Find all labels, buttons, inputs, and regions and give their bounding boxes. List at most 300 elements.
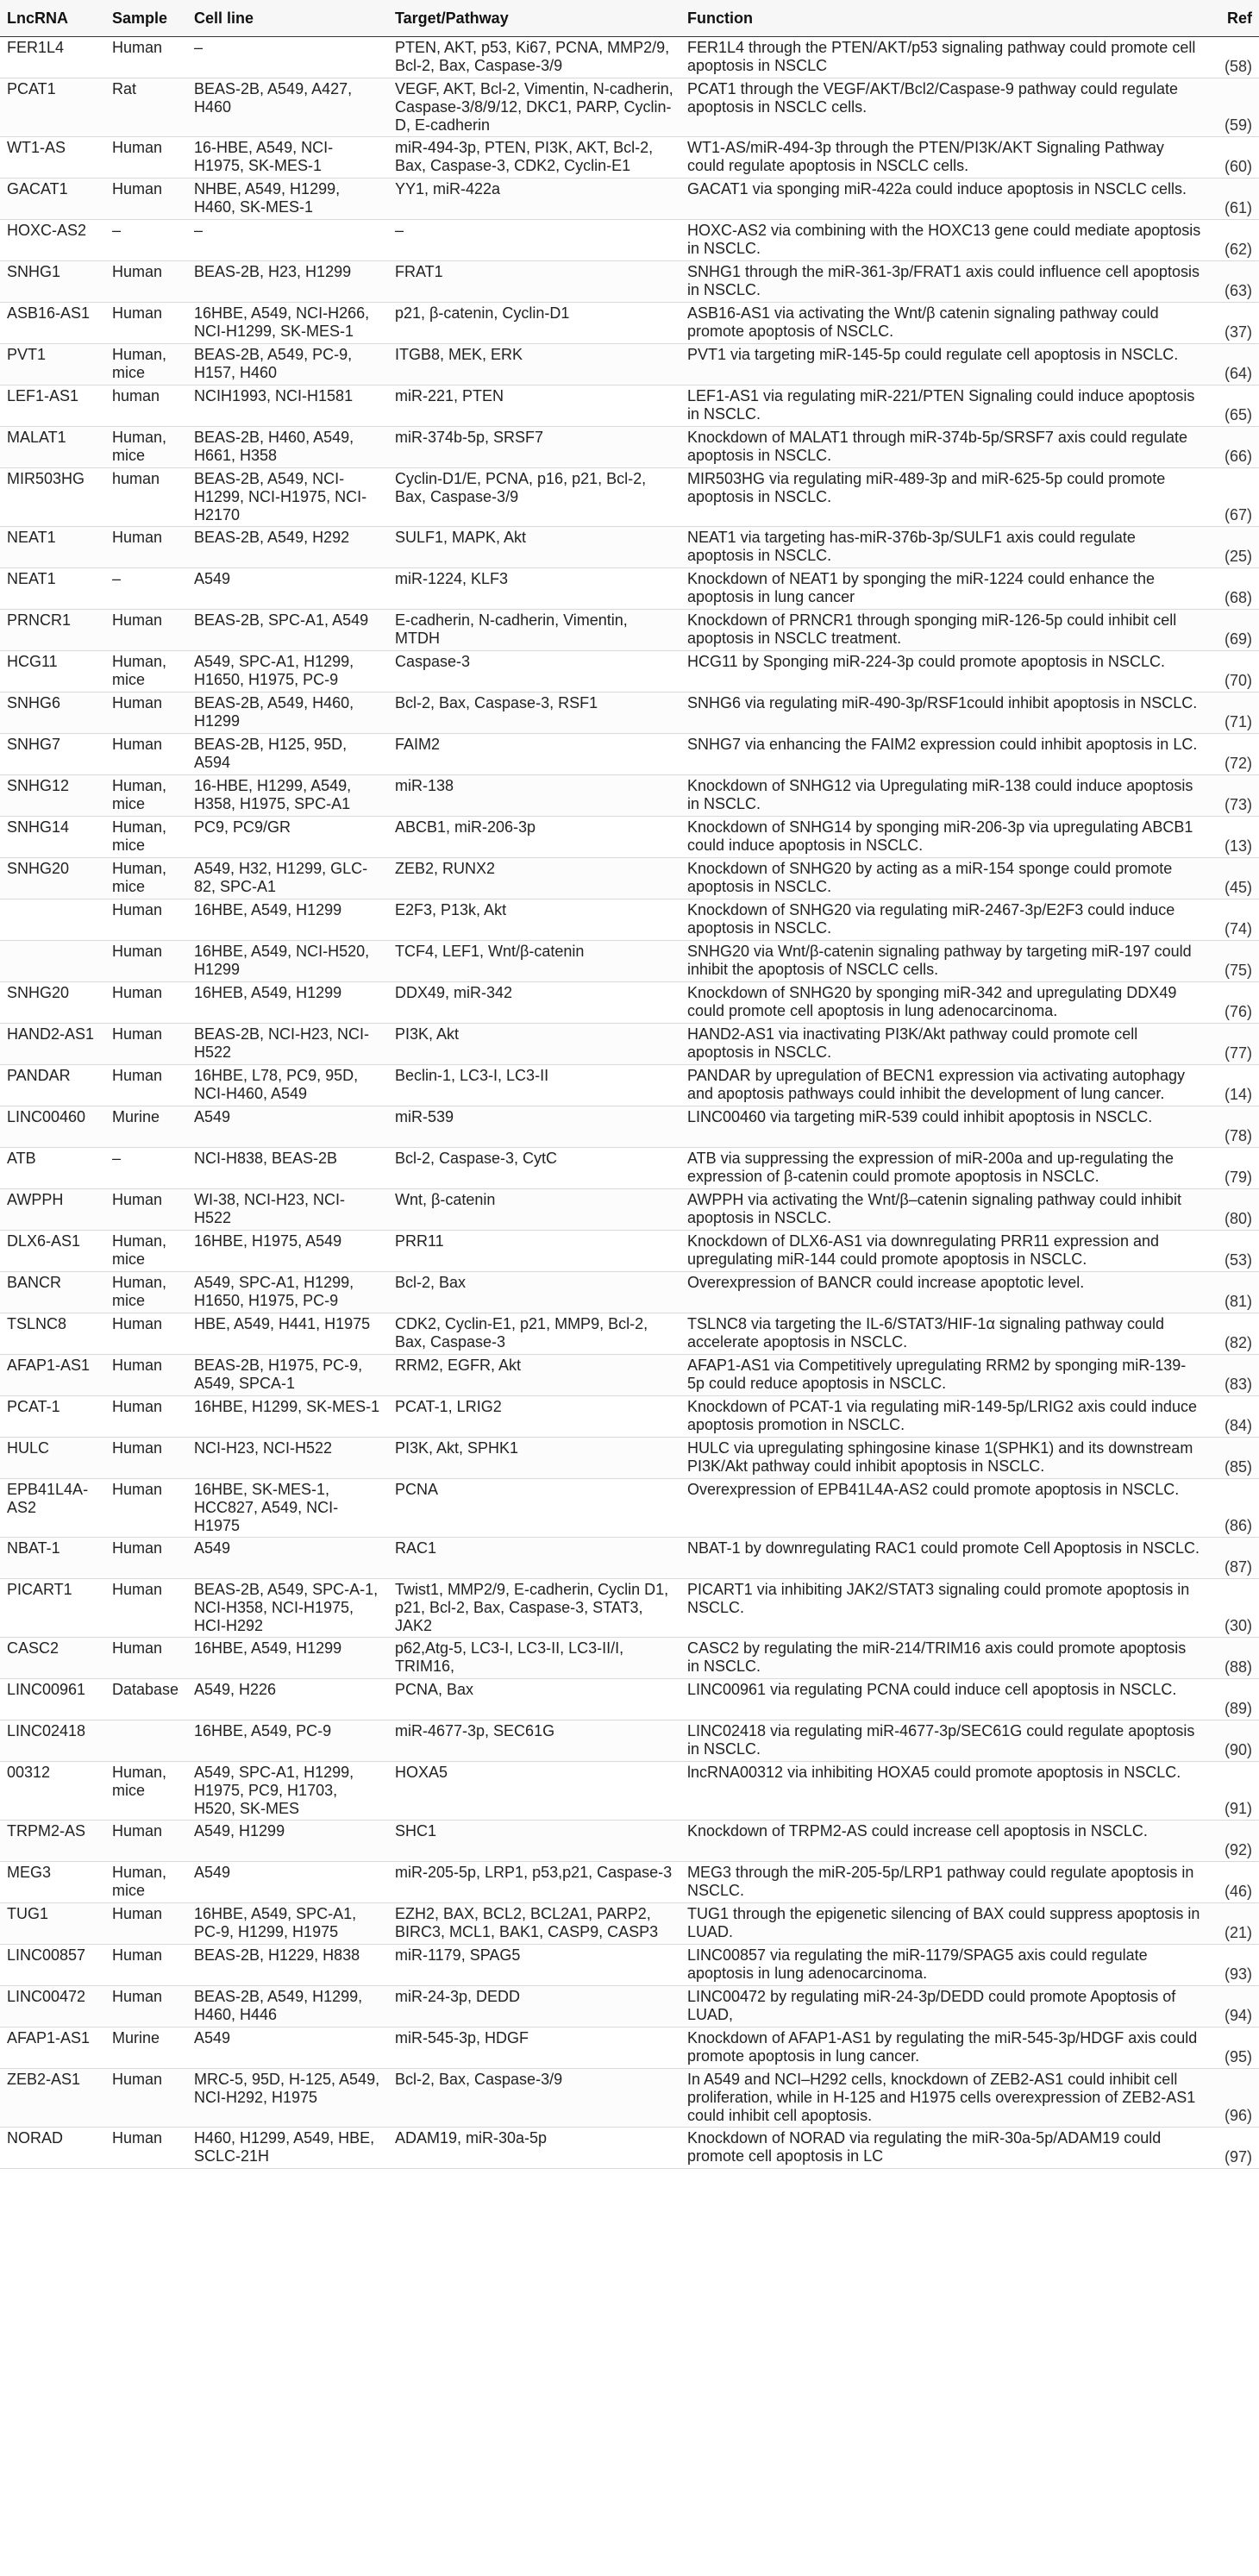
cell-ref: (59) xyxy=(1208,78,1259,137)
cell-target-pathway: PRR11 xyxy=(388,1231,680,1272)
cell-function: SNHG6 via regulating miR-490-3p/RSF1could inhibit apoptosis in NSCLC. xyxy=(680,693,1208,734)
cell-function: MIR503HG via regulating miR-489-3p and miR-625-5p could promote apoptosis in NSCLC. xyxy=(680,468,1208,527)
cell-sample: Human xyxy=(105,1024,187,1065)
cell-target-pathway: ZEB2, RUNX2 xyxy=(388,858,680,899)
cell-sample: Human xyxy=(105,734,187,775)
cell-cell-line: BEAS-2B, A549, H292 xyxy=(187,527,388,568)
table-row xyxy=(0,1679,1259,1720)
cell-target-pathway: Twist1, MMP2/9, E-cadherin, Cyclin D1, p21, Bcl-2, Bax, Caspase-3, STAT3, JAK2 xyxy=(388,1579,680,1638)
cell-target-pathway: miR-24-3p, DEDD xyxy=(388,1986,680,2028)
cell-sample: Human xyxy=(105,693,187,734)
table-row xyxy=(0,1189,1259,1231)
cell-sample: Human xyxy=(105,1313,187,1355)
cell-function: NEAT1 via targeting has-miR-376b-3p/SULF1 axis could regulate apoptosis in NSCLC. xyxy=(680,527,1208,568)
cell-target-pathway: p21, β-catenin, Cyclin-D1 xyxy=(388,303,680,344)
cell-target-pathway: ITGB8, MEK, ERK xyxy=(388,344,680,385)
cell-lncrna: SNHG14 xyxy=(0,817,105,858)
cell-cell-line: 16HBE, SK-MES-1, HCC827, A549, NCI-H1975 xyxy=(187,1479,388,1538)
cell-sample: Human xyxy=(105,982,187,1024)
cell-cell-line: – xyxy=(187,37,388,78)
cell-cell-line: A549, SPC-A1, H1299, H1975, PC9, H1703, H520, SK-MES xyxy=(187,1762,388,1821)
cell-ref: (92) xyxy=(1208,1821,1259,1862)
cell-ref: (70) xyxy=(1208,651,1259,693)
cell-target-pathway: YY1, miR-422a xyxy=(388,179,680,220)
cell-sample: Human xyxy=(105,37,187,78)
cell-lncrna: SNHG20 xyxy=(0,858,105,899)
cell-target-pathway: Bcl-2, Bax, Caspase-3/9 xyxy=(388,2069,680,2128)
cell-ref: (86) xyxy=(1208,1479,1259,1538)
cell-ref: (69) xyxy=(1208,610,1259,651)
table-row xyxy=(0,1903,1259,1945)
table-row xyxy=(0,427,1259,468)
cell-cell-line: 16HBE, H1299, SK-MES-1 xyxy=(187,1396,388,1438)
cell-sample: human xyxy=(105,385,187,427)
cell-ref: (96) xyxy=(1208,2069,1259,2128)
table-row xyxy=(0,179,1259,220)
cell-function: LINC02418 via regulating miR-4677-3p/SEC61G could regulate apoptosis in NSCLC. xyxy=(680,1720,1208,1762)
cell-lncrna: PVT1 xyxy=(0,344,105,385)
cell-target-pathway: miR-539 xyxy=(388,1106,680,1148)
cell-function: Knockdown of DLX6-AS1 via downregulating PRR11 expression and upregulating miR-144 could promote apoptosis in NSCLC. xyxy=(680,1231,1208,1272)
cell-lncrna: LINC02418 xyxy=(0,1720,105,1762)
table-row xyxy=(0,1231,1259,1272)
cell-lncrna: LINC00857 xyxy=(0,1945,105,1986)
cell-ref: (13) xyxy=(1208,817,1259,858)
cell-cell-line: 16-HBE, A549, NCI-H1975, SK-MES-1 xyxy=(187,137,388,179)
cell-sample: Murine xyxy=(105,1106,187,1148)
cell-sample: Rat xyxy=(105,78,187,137)
cell-function: FER1L4 through the PTEN/AKT/p53 signaling pathway could promote cell apoptosis in NSCLC xyxy=(680,37,1208,78)
cell-cell-line: MRC-5, 95D, H-125, A549, NCI-H292, H1975 xyxy=(187,2069,388,2128)
cell-lncrna: LINC00961 xyxy=(0,1679,105,1720)
cell-function: NBAT-1 by downregulating RAC1 could promote Cell Apoptosis in NSCLC. xyxy=(680,1538,1208,1579)
cell-cell-line: A549, SPC-A1, H1299, H1650, H1975, PC-9 xyxy=(187,1272,388,1313)
cell-function: Knockdown of SNHG14 by sponging miR-206-3p via upregulating ABCB1 could induce apoptosis in NSCLC. xyxy=(680,817,1208,858)
table-row xyxy=(0,137,1259,179)
table-row xyxy=(0,1862,1259,1903)
cell-target-pathway: VEGF, AKT, Bcl-2, Vimentin, N-cadherin, Caspase-3/8/9/12, DKC1, PARP, Cyclin-D, E-cadherin xyxy=(388,78,680,137)
cell-cell-line: BEAS-2B, A549, NCI-H1299, NCI-H1975, NCI-H2170 xyxy=(187,468,388,527)
cell-function: ASB16-AS1 via activating the Wnt/β catenin signaling pathway could promote apoptosis of NSCLC. xyxy=(680,303,1208,344)
cell-cell-line: H460, H1299, A549, HBE, SCLC-21H xyxy=(187,2128,388,2169)
table-row xyxy=(0,1945,1259,1986)
table-row xyxy=(0,817,1259,858)
cell-lncrna: CASC2 xyxy=(0,1638,105,1679)
cell-cell-line: A549, H32, H1299, GLC-82, SPC-A1 xyxy=(187,858,388,899)
table-row xyxy=(0,1313,1259,1355)
cell-sample: Human xyxy=(105,2128,187,2169)
cell-target-pathway: Bcl-2, Caspase-3, CytC xyxy=(388,1148,680,1189)
cell-target-pathway: miR-1179, SPAG5 xyxy=(388,1945,680,1986)
cell-lncrna: NEAT1 xyxy=(0,568,105,610)
cell-sample: Human, mice xyxy=(105,427,187,468)
cell-target-pathway: p62,Atg-5, LC3-I, LC3-II, LC3-II/I, TRIM16, xyxy=(388,1638,680,1679)
cell-cell-line: – xyxy=(187,220,388,261)
cell-cell-line: BEAS-2B, H1975, PC-9, A549, SPCA-1 xyxy=(187,1355,388,1396)
cell-target-pathway: CDK2, Cyclin-E1, p21, MMP9, Bcl-2, Bax, Caspase-3 xyxy=(388,1313,680,1355)
table-row xyxy=(0,261,1259,303)
header-lncrna: LncRNA xyxy=(0,0,105,37)
cell-ref: (75) xyxy=(1208,941,1259,982)
cell-function: GACAT1 via sponging miR-422a could induce apoptosis in NSCLC cells. xyxy=(680,179,1208,220)
cell-ref: (30) xyxy=(1208,1579,1259,1638)
cell-target-pathway: DDX49, miR-342 xyxy=(388,982,680,1024)
cell-sample: – xyxy=(105,1148,187,1189)
cell-cell-line: A549, H226 xyxy=(187,1679,388,1720)
cell-function: TUG1 through the epigenetic silencing of BAX could suppress apoptosis in LUAD. xyxy=(680,1903,1208,1945)
cell-function: Overexpression of EPB41L4A-AS2 could promote apoptosis in NSCLC. xyxy=(680,1479,1208,1538)
cell-sample: Human xyxy=(105,1986,187,2028)
cell-target-pathway: EZH2, BAX, BCL2, BCL2A1, PARP2, BIRC3, MCL1, BAK1, CASP9, CASP3 xyxy=(388,1903,680,1945)
cell-lncrna: HOXC-AS2 xyxy=(0,220,105,261)
cell-cell-line: BEAS-2B, A549, PC-9, H157, H460 xyxy=(187,344,388,385)
table-row xyxy=(0,1538,1259,1579)
cell-sample: Human xyxy=(105,941,187,982)
cell-ref: (65) xyxy=(1208,385,1259,427)
cell-sample: Human xyxy=(105,303,187,344)
cell-sample: Human xyxy=(105,1355,187,1396)
table-row xyxy=(0,1638,1259,1679)
cell-ref: (73) xyxy=(1208,775,1259,817)
cell-target-pathway: RAC1 xyxy=(388,1538,680,1579)
cell-sample: Human xyxy=(105,137,187,179)
cell-lncrna: HAND2-AS1 xyxy=(0,1024,105,1065)
cell-ref: (88) xyxy=(1208,1638,1259,1679)
table-row xyxy=(0,858,1259,899)
cell-sample: Human xyxy=(105,1945,187,1986)
cell-target-pathway: FAIM2 xyxy=(388,734,680,775)
cell-function: CASC2 by regulating the miR-214/TRIM16 axis could promote apoptosis in NSCLC. xyxy=(680,1638,1208,1679)
table-row xyxy=(0,1479,1259,1538)
table-row xyxy=(0,1762,1259,1821)
cell-sample: Human, mice xyxy=(105,1862,187,1903)
cell-cell-line: A549 xyxy=(187,1106,388,1148)
cell-function: PCAT1 through the VEGF/AKT/Bcl2/Caspase-9 pathway could regulate apoptosis in NSCLC cells. xyxy=(680,78,1208,137)
cell-target-pathway: RRM2, EGFR, Akt xyxy=(388,1355,680,1396)
cell-ref: (87) xyxy=(1208,1538,1259,1579)
cell-lncrna: NEAT1 xyxy=(0,527,105,568)
cell-target-pathway: Bcl-2, Bax, Caspase-3, RSF1 xyxy=(388,693,680,734)
table-row xyxy=(0,1396,1259,1438)
cell-function: HCG11 by Sponging miR-224-3p could promote apoptosis in NSCLC. xyxy=(680,651,1208,693)
table-row xyxy=(0,1106,1259,1148)
cell-lncrna: SNHG12 xyxy=(0,775,105,817)
cell-function: Knockdown of NORAD via regulating the miR-30a-5p/ADAM19 could promote cell apoptosis in LC xyxy=(680,2128,1208,2169)
cell-ref: (85) xyxy=(1208,1438,1259,1479)
cell-lncrna: PCAT-1 xyxy=(0,1396,105,1438)
cell-sample: Human xyxy=(105,1396,187,1438)
table-row xyxy=(0,1024,1259,1065)
cell-cell-line: BEAS-2B, H125, 95D, A594 xyxy=(187,734,388,775)
cell-lncrna: SNHG7 xyxy=(0,734,105,775)
cell-target-pathway: miR-138 xyxy=(388,775,680,817)
cell-target-pathway: miR-494-3p, PTEN, PI3K, AKT, Bcl-2, Bax, Caspase-3, CDK2, Cyclin-E1 xyxy=(388,137,680,179)
table-row xyxy=(0,1438,1259,1479)
cell-function: TSLNC8 via targeting the IL-6/STAT3/HIF-1α signaling pathway could accelerate apoptosis in NSCLC. xyxy=(680,1313,1208,1355)
cell-sample: Human xyxy=(105,610,187,651)
cell-target-pathway: Caspase-3 xyxy=(388,651,680,693)
table-row xyxy=(0,468,1259,527)
cell-cell-line: BEAS-2B, A549, H460, H1299 xyxy=(187,693,388,734)
table-body xyxy=(0,37,1259,2169)
cell-ref: (74) xyxy=(1208,899,1259,941)
cell-function: LINC00961 via regulating PCNA could induce cell apoptosis in NSCLC. xyxy=(680,1679,1208,1720)
cell-target-pathway: E-cadherin, N-cadherin, Vimentin, MTDH xyxy=(388,610,680,651)
cell-target-pathway: miR-205-5p, LRP1, p53,p21, Caspase-3 xyxy=(388,1862,680,1903)
cell-sample: Human xyxy=(105,1189,187,1231)
cell-function: Knockdown of NEAT1 by sponging the miR-1224 could enhance the apoptosis in lung cancer xyxy=(680,568,1208,610)
cell-function: Knockdown of AFAP1-AS1 by regulating the miR-545-3p/HDGF axis could promote apoptosis in lung cancer. xyxy=(680,2028,1208,2069)
cell-function: AFAP1-AS1 via Competitively upregulating RRM2 by sponging miR-139-5p could reduce apoptosis in NSCLC. xyxy=(680,1355,1208,1396)
table-row xyxy=(0,78,1259,137)
cell-cell-line: 16HBE, A549, PC-9 xyxy=(187,1720,388,1762)
cell-ref: (72) xyxy=(1208,734,1259,775)
cell-ref: (78) xyxy=(1208,1106,1259,1148)
cell-target-pathway: miR-545-3p, HDGF xyxy=(388,2028,680,2069)
cell-target-pathway: E2F3, P13k, Akt xyxy=(388,899,680,941)
cell-sample xyxy=(105,1720,187,1762)
cell-function: Knockdown of SNHG12 via Upregulating miR-138 could induce apoptosis in NSCLC. xyxy=(680,775,1208,817)
cell-lncrna: 00312 xyxy=(0,1762,105,1821)
cell-function: LEF1-AS1 via regulating miR-221/PTEN Signaling could induce apoptosis in NSCLC. xyxy=(680,385,1208,427)
cell-ref: (45) xyxy=(1208,858,1259,899)
cell-lncrna: NORAD xyxy=(0,2128,105,2169)
cell-lncrna: EPB41L4A-AS2 xyxy=(0,1479,105,1538)
cell-function: SNHG20 via Wnt/β-catenin signaling pathway by targeting miR-197 could inhibit the apoptosis of NSCLC cells. xyxy=(680,941,1208,982)
cell-cell-line: A549 xyxy=(187,2028,388,2069)
cell-cell-line: HBE, A549, H441, H1975 xyxy=(187,1313,388,1355)
cell-target-pathway: FRAT1 xyxy=(388,261,680,303)
cell-cell-line: 16HEB, A549, H1299 xyxy=(187,982,388,1024)
cell-lncrna: PANDAR xyxy=(0,1065,105,1106)
cell-function: lncRNA00312 via inhibiting HOXA5 could promote apoptosis in NSCLC. xyxy=(680,1762,1208,1821)
cell-cell-line: BEAS-2B, A549, SPC-A-1, NCI-H358, NCI-H1975, HCI-H292 xyxy=(187,1579,388,1638)
header-cell-line: Cell line xyxy=(187,0,388,37)
cell-cell-line: A549, H1299 xyxy=(187,1821,388,1862)
cell-lncrna: HULC xyxy=(0,1438,105,1479)
table-row xyxy=(0,303,1259,344)
table-row xyxy=(0,693,1259,734)
table-row xyxy=(0,941,1259,982)
table-row xyxy=(0,220,1259,261)
cell-function: LINC00460 via targeting miR-539 could inhibit apoptosis in NSCLC. xyxy=(680,1106,1208,1148)
cell-sample: Human, mice xyxy=(105,1231,187,1272)
cell-target-pathway: Cyclin-D1/E, PCNA, p16, p21, Bcl-2, Bax, Caspase-3/9 xyxy=(388,468,680,527)
cell-function: HOXC-AS2 via combining with the HOXC13 gene could mediate apoptosis in NSCLC. xyxy=(680,220,1208,261)
cell-function: Knockdown of SNHG20 by sponging miR-342 and upregulating DDX49 could promote cell apoptosis in lung adenocarcinoma. xyxy=(680,982,1208,1024)
cell-ref: (64) xyxy=(1208,344,1259,385)
cell-ref: (58) xyxy=(1208,37,1259,78)
cell-cell-line: 16-HBE, H1299, A549, H358, H1975, SPC-A1 xyxy=(187,775,388,817)
table-row xyxy=(0,1065,1259,1106)
cell-target-pathway: miR-374b-5p, SRSF7 xyxy=(388,427,680,468)
cell-ref: (95) xyxy=(1208,2028,1259,2069)
cell-target-pathway: miR-221, PTEN xyxy=(388,385,680,427)
cell-function: LINC00472 by regulating miR-24-3p/DEDD could promote Apoptosis of LUAD, xyxy=(680,1986,1208,2028)
cell-sample: Database xyxy=(105,1679,187,1720)
cell-cell-line: NCI-H23, NCI-H522 xyxy=(187,1438,388,1479)
cell-target-pathway: Beclin-1, LC3-I, LC3-II xyxy=(388,1065,680,1106)
cell-ref: (76) xyxy=(1208,982,1259,1024)
cell-ref: (83) xyxy=(1208,1355,1259,1396)
cell-cell-line: WI-38, NCI-H23, NCI-H522 xyxy=(187,1189,388,1231)
cell-target-pathway: PCNA, Bax xyxy=(388,1679,680,1720)
cell-sample: Human, mice xyxy=(105,1272,187,1313)
cell-sample: Human xyxy=(105,1638,187,1679)
table-row xyxy=(0,1148,1259,1189)
table-row xyxy=(0,1355,1259,1396)
cell-ref: (79) xyxy=(1208,1148,1259,1189)
cell-sample: Human, mice xyxy=(105,858,187,899)
cell-sample: Human xyxy=(105,1065,187,1106)
cell-cell-line: 16HBE, A549, NCI-H266, NCI-H1299, SK-MES-1 xyxy=(187,303,388,344)
cell-lncrna: TSLNC8 xyxy=(0,1313,105,1355)
cell-lncrna: LINC00472 xyxy=(0,1986,105,2028)
cell-sample: Human xyxy=(105,1538,187,1579)
cell-function: Knockdown of SNHG20 by acting as a miR-154 sponge could promote apoptosis in NSCLC. xyxy=(680,858,1208,899)
cell-lncrna: DLX6-AS1 xyxy=(0,1231,105,1272)
cell-ref: (46) xyxy=(1208,1862,1259,1903)
header-ref: Ref xyxy=(1208,0,1259,37)
table-row xyxy=(0,610,1259,651)
cell-sample: Human xyxy=(105,1438,187,1479)
cell-ref: (90) xyxy=(1208,1720,1259,1762)
cell-ref: (53) xyxy=(1208,1231,1259,1272)
cell-cell-line: A549 xyxy=(187,1538,388,1579)
cell-cell-line: NCI-H838, BEAS-2B xyxy=(187,1148,388,1189)
cell-lncrna: TRPM2-AS xyxy=(0,1821,105,1862)
cell-cell-line: BEAS-2B, H23, H1299 xyxy=(187,261,388,303)
cell-lncrna: PICART1 xyxy=(0,1579,105,1638)
cell-sample: Human xyxy=(105,179,187,220)
cell-cell-line: A549, SPC-A1, H1299, H1650, H1975, PC-9 xyxy=(187,651,388,693)
cell-lncrna: NBAT-1 xyxy=(0,1538,105,1579)
cell-sample: Murine xyxy=(105,2028,187,2069)
cell-cell-line: BEAS-2B, NCI-H23, NCI-H522 xyxy=(187,1024,388,1065)
cell-function: HAND2-AS1 via inactivating PI3K/Akt pathway could promote cell apoptosis in NSCLC. xyxy=(680,1024,1208,1065)
table-row xyxy=(0,734,1259,775)
cell-function: HULC via upregulating sphingosine kinase 1(SPHK1) and its downstream PI3K/Akt pathway could inhibit apoptosis in NSCLC. xyxy=(680,1438,1208,1479)
cell-cell-line: PC9, PC9/GR xyxy=(187,817,388,858)
cell-sample: Human xyxy=(105,1579,187,1638)
table-row xyxy=(0,568,1259,610)
cell-ref: (60) xyxy=(1208,137,1259,179)
cell-target-pathway: Bcl-2, Bax xyxy=(388,1272,680,1313)
cell-lncrna: SNHG20 xyxy=(0,982,105,1024)
cell-ref: (37) xyxy=(1208,303,1259,344)
cell-ref: (68) xyxy=(1208,568,1259,610)
cell-cell-line: 16HBE, H1975, A549 xyxy=(187,1231,388,1272)
cell-lncrna: PRNCR1 xyxy=(0,610,105,651)
cell-function: Knockdown of PCAT-1 via regulating miR-149-5p/LRIG2 axis could induce apoptosis promotion in NSCLC. xyxy=(680,1396,1208,1438)
cell-lncrna: AWPPH xyxy=(0,1189,105,1231)
cell-lncrna: BANCR xyxy=(0,1272,105,1313)
table-row xyxy=(0,899,1259,941)
cell-lncrna: AFAP1-AS1 xyxy=(0,2028,105,2069)
cell-function: Knockdown of PRNCR1 through sponging miR-126-5p could inhibit cell apoptosis in NSCLC treatment. xyxy=(680,610,1208,651)
cell-lncrna: ZEB2-AS1 xyxy=(0,2069,105,2128)
cell-lncrna: PCAT1 xyxy=(0,78,105,137)
table-header xyxy=(0,0,1259,37)
cell-target-pathway: ADAM19, miR-30a-5p xyxy=(388,2128,680,2169)
cell-cell-line: NCIH1993, NCI-H1581 xyxy=(187,385,388,427)
cell-ref: (14) xyxy=(1208,1065,1259,1106)
cell-function: Knockdown of SNHG20 via regulating miR-2467-3p/E2F3 could induce apoptosis in NSCLC. xyxy=(680,899,1208,941)
cell-sample: Human, mice xyxy=(105,1762,187,1821)
cell-sample: – xyxy=(105,220,187,261)
cell-lncrna: HCG11 xyxy=(0,651,105,693)
cell-lncrna: ATB xyxy=(0,1148,105,1189)
cell-ref: (62) xyxy=(1208,220,1259,261)
table-row xyxy=(0,775,1259,817)
cell-lncrna: FER1L4 xyxy=(0,37,105,78)
cell-ref: (77) xyxy=(1208,1024,1259,1065)
cell-lncrna: GACAT1 xyxy=(0,179,105,220)
cell-function: Overexpression of BANCR could increase apoptotic level. xyxy=(680,1272,1208,1313)
cell-cell-line: 16HBE, L78, PC9, 95D, NCI-H460, A549 xyxy=(187,1065,388,1106)
cell-lncrna: LEF1-AS1 xyxy=(0,385,105,427)
table-row xyxy=(0,1272,1259,1313)
table-row xyxy=(0,385,1259,427)
cell-cell-line: 16HBE, A549, H1299 xyxy=(187,1638,388,1679)
cell-cell-line: BEAS-2B, H460, A549, H661, H358 xyxy=(187,427,388,468)
cell-ref: (71) xyxy=(1208,693,1259,734)
cell-sample: Human xyxy=(105,899,187,941)
cell-sample: Human xyxy=(105,527,187,568)
cell-lncrna: SNHG6 xyxy=(0,693,105,734)
cell-cell-line: NHBE, A549, H1299, H460, SK-MES-1 xyxy=(187,179,388,220)
table-row xyxy=(0,527,1259,568)
cell-ref: (89) xyxy=(1208,1679,1259,1720)
cell-ref: (81) xyxy=(1208,1272,1259,1313)
cell-ref: (93) xyxy=(1208,1945,1259,1986)
header-function: Function xyxy=(680,0,1208,37)
cell-lncrna: WT1-AS xyxy=(0,137,105,179)
cell-target-pathway: PI3K, Akt, SPHK1 xyxy=(388,1438,680,1479)
cell-target-pathway: PCNA xyxy=(388,1479,680,1538)
cell-target-pathway: HOXA5 xyxy=(388,1762,680,1821)
cell-target-pathway: ABCB1, miR-206-3p xyxy=(388,817,680,858)
cell-target-pathway: Wnt, β-catenin xyxy=(388,1189,680,1231)
cell-ref: (82) xyxy=(1208,1313,1259,1355)
cell-lncrna: AFAP1-AS1 xyxy=(0,1355,105,1396)
cell-sample: Human xyxy=(105,1479,187,1538)
cell-function: WT1-AS/miR-494-3p through the PTEN/PI3K/AKT Signaling Pathway could regulate apoptosis in NSCLC cells. xyxy=(680,137,1208,179)
cell-target-pathway: PTEN, AKT, p53, Ki67, PCNA, MMP2/9, Bcl-2, Bax, Caspase-3/9 xyxy=(388,37,680,78)
cell-lncrna: MEG3 xyxy=(0,1862,105,1903)
cell-ref: (94) xyxy=(1208,1986,1259,2028)
cell-target-pathway: SHC1 xyxy=(388,1821,680,1862)
cell-cell-line: 16HBE, A549, H1299 xyxy=(187,899,388,941)
table-row xyxy=(0,1720,1259,1762)
cell-lncrna: ASB16-AS1 xyxy=(0,303,105,344)
table-row xyxy=(0,1986,1259,2028)
cell-ref: (25) xyxy=(1208,527,1259,568)
cell-cell-line: BEAS-2B, SPC-A1, A549 xyxy=(187,610,388,651)
cell-cell-line: BEAS-2B, A549, H1299, H460, H446 xyxy=(187,1986,388,2028)
cell-cell-line: 16HBE, A549, NCI-H520, H1299 xyxy=(187,941,388,982)
table-row xyxy=(0,1821,1259,1862)
cell-lncrna xyxy=(0,899,105,941)
cell-target-pathway: miR-1224, KLF3 xyxy=(388,568,680,610)
cell-lncrna: MALAT1 xyxy=(0,427,105,468)
header-target-pathway: Target/Pathway xyxy=(388,0,680,37)
cell-target-pathway: miR-4677-3p, SEC61G xyxy=(388,1720,680,1762)
cell-sample: Human, mice xyxy=(105,775,187,817)
cell-ref: (21) xyxy=(1208,1903,1259,1945)
cell-function: AWPPH via activating the Wnt/β–catenin signaling pathway could inhibit apoptosis in NSCLC. xyxy=(680,1189,1208,1231)
cell-sample: – xyxy=(105,568,187,610)
